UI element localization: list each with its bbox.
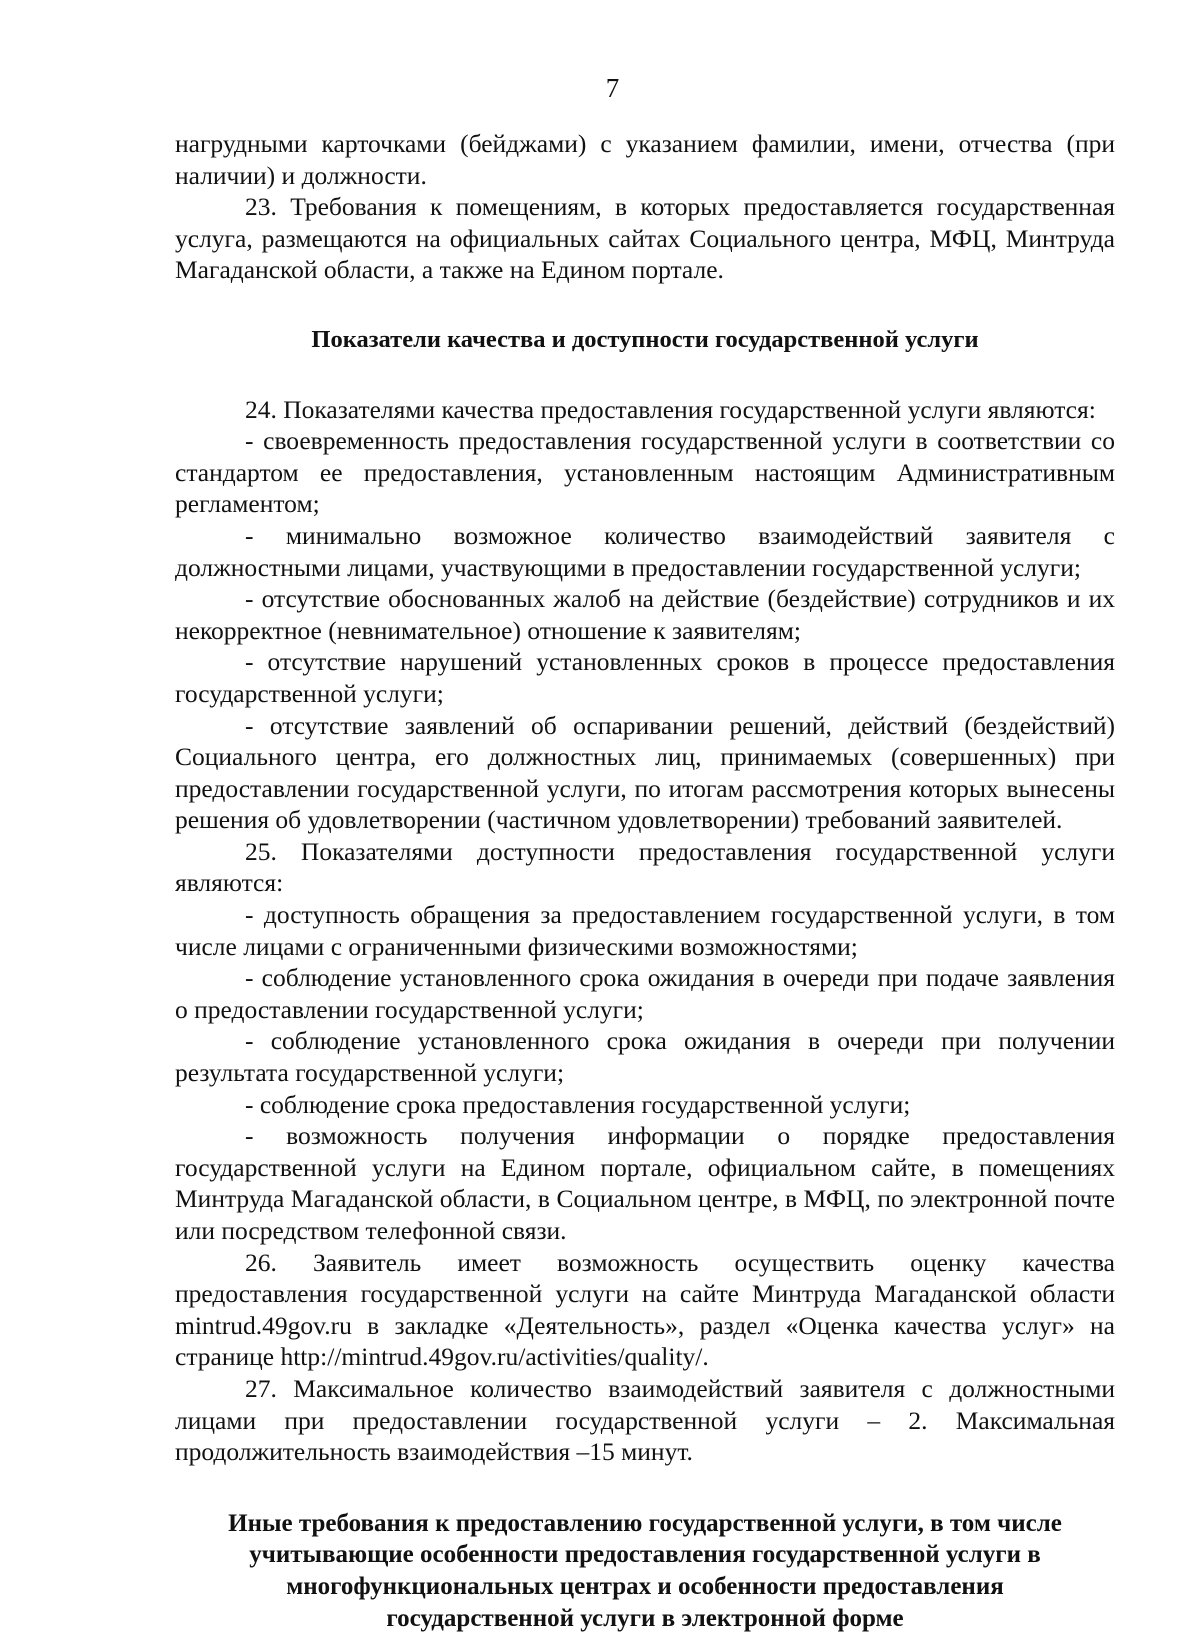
paragraph-25-item-3: - соблюдение установленного срока ожидания в очереди при получении результата государственной услуги; <box>175 1026 1115 1088</box>
paragraph-24-intro: 24. Показателями качества предоставления государственной услуги являются: <box>245 394 1096 424</box>
paragraph-25-item-5: - возможность получения информации о порядке предоставления государственной услуги на Едином портале, официальном сайте, в помещениях Минтруда Магаданской области, в Социальном центре, в МФЦ, по электронной почте или посредством телефонной связи. <box>175 1121 1115 1245</box>
paragraph-25-item-2: - соблюдение установленного срока ожидания в очереди при подаче заявления о предоставлении государственной услуги; <box>175 963 1115 1024</box>
document-body <box>175 128 1115 1634</box>
paragraph-24-item-3: - отсутствие обоснованных жалоб на действие (бездействие) сотрудников и их некорректное (невнимательное) отношение к заявителям; <box>175 584 1115 645</box>
section-heading-quality: Показатели качества и доступности государственной услуги <box>311 325 979 353</box>
paragraph-24-item-5: - отсутствие заявлений об оспаривании решений, действий (бездействий) Социального центра, его должностных лиц, принимаемых (совершенных) при предоставлении государственной услуги, по итогам рассмотрения которых вынесены решения об удовлетворении (частичном удовлетворении) требований заявителей. <box>175 710 1115 835</box>
paragraph-24-item-4: - отсутствие нарушений установленных сроков в процессе предоставления государственной услуги; <box>175 647 1115 708</box>
paragraph-27: 27. Максимальное количество взаимодействий заявителя с должностными лицами при предоставлении государственной услуги – 2. Максимальная продолжительность взаимодействия –15 минут. <box>175 1373 1115 1467</box>
paragraph-25-item-1: - доступность обращения за предоставлением государственной услуги, в том числе лицами с ограниченными физическими возможностями; <box>175 900 1115 961</box>
section-heading-other-requirements: Иные требования к предоставлению государственной услуги, в том числе учитывающие особенности предоставления государственной услуги в многофункциональных центрах и особенности предоставления государственной услуги в электронной форме <box>228 1509 1062 1632</box>
page-number: 7 <box>605 73 620 103</box>
paragraph-24-item-2: - минимально возможное количество взаимодействий заявителя с должностными лицами, участвующими в предоставлении государственной услуги; <box>175 520 1115 582</box>
paragraph-continuation: нагрудными карточками (бейджами) с указанием фамилии, имени, отчества (при наличии) и должности. <box>175 129 1115 190</box>
paragraph-23: 23. Требования к помещениям, в которых предоставляется государственная услуга, размещаются на официальных сайтах Социального центра, МФЦ, Минтруда Магаданской области, а также на Едином портале. <box>175 192 1115 285</box>
paragraph-24-item-1: - своевременность предоставления государственной услуги в соответствии со стандартом ее предоставления, установленным настоящим Административным регламентом; <box>175 426 1115 519</box>
paragraph-26: 26. Заявитель имеет возможность осуществить оценку качества предоставления государственной услуги на сайте Минтруда Магаданской области mintrud.49gov.ru в закладке «Деятельность», раздел «Оценка качества услуг» на странице http://mintrud.49gov.ru/activities/quality/. <box>175 1247 1115 1372</box>
paragraph-25-item-4: - соблюдение срока предоставления государственной услуги; <box>245 1089 911 1119</box>
paragraph-25-intro: 25. Показателями доступности предоставления государственной услуги являются: <box>175 836 1115 898</box>
